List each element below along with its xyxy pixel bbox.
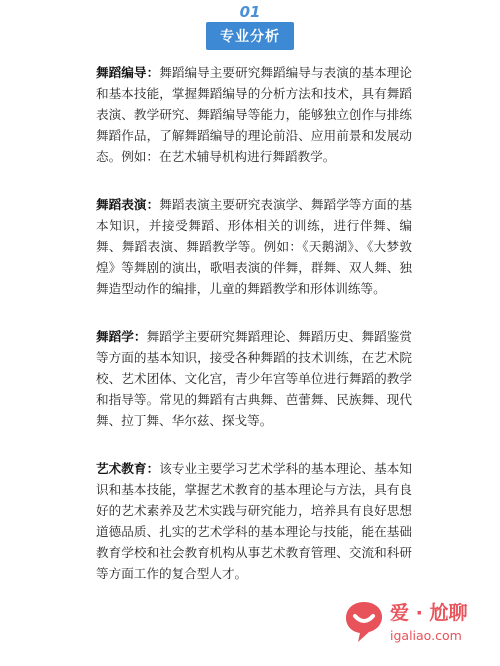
paragraph-text: 该专业主要学习艺术学科的基本理论、基本知识和基本技能，掌握艺术教育的基本理论与方法，具有良好的艺术素养及艺术实践与研究能力，培养具有良好思想道德品质、扎实的艺术学科的基本理论与技能，能在基础教育学校和社会教育机构从事艺术教育管理、交流和科研等方面工作的复合型人才。	[96, 461, 413, 581]
section-header	[0, 4, 500, 50]
paragraph-dance-choreography	[96, 62, 412, 167]
article-body	[96, 62, 412, 611]
paragraph-text: 舞蹈编导主要研究舞蹈编导与表演的基本理论和基本技能，掌握舞蹈编导的分析方法和技术，具有舞蹈表演、教学研究、舞蹈编导等能力，能够独立创作与排练舞蹈作品，了解舞蹈编导的理论前沿、应用前景和发展动态。例如：在艺术辅导机构进行舞蹈教学。	[96, 65, 413, 164]
term-label: 舞蹈编导：	[96, 65, 160, 80]
paragraph-text: 舞蹈学主要研究舞蹈理论、舞蹈历史、舞蹈鉴赏等方面的基本知识，接受各种舞蹈的技术训练，在艺术院校、艺术团体、文化宫，青少年宫等单位进行舞蹈的教学和指导等。常见的舞蹈有古典舞、芭蕾舞、民族舞、现代舞、拉丁舞、华尔兹、探戈等。	[96, 329, 413, 428]
chat-bubble-logo-icon	[344, 600, 384, 644]
term-label: 舞蹈表演：	[96, 197, 160, 212]
term-label: 艺术教育：	[96, 461, 160, 476]
paragraph-dance-studies	[96, 326, 412, 431]
section-title-tag: 专业分析	[206, 22, 294, 50]
term-label: 舞蹈学：	[96, 329, 147, 344]
paragraph-art-education	[96, 458, 412, 584]
section-number: 01	[239, 3, 261, 21]
paragraph-dance-performance	[96, 194, 412, 299]
watermark-title: 爱 · 尬聊	[390, 602, 468, 624]
site-watermark	[344, 592, 494, 658]
paragraph-text: 舞蹈表演主要研究表演学、舞蹈学等方面的基本知识，并接受舞蹈、形体相关的训练，进行伴舞、编舞、舞蹈表演、舞蹈教学等。例如：《天鹅湖》、《大梦敦煌》等舞剧的演出，歌唱表演的伴舞，群舞、双人舞、独舞造型动作的编排，儿童的舞蹈教学和形体训练等。	[96, 197, 413, 296]
watermark-url: igaliao.com	[390, 628, 462, 643]
